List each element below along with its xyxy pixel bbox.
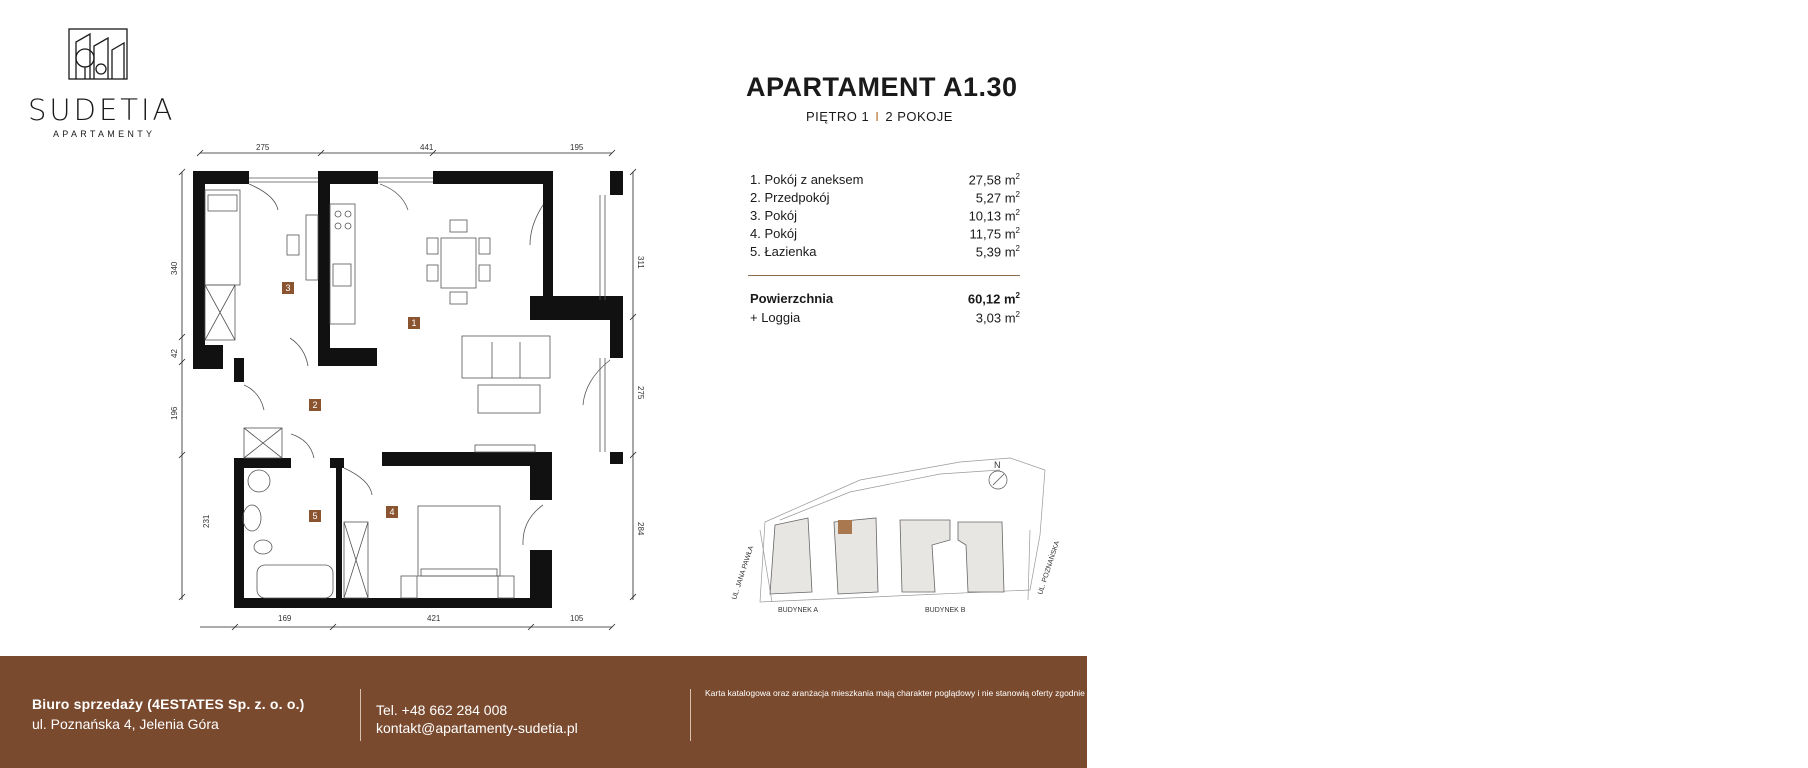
dim-left-1: 340 [170,261,179,275]
separator: I [875,109,880,124]
total-area-row [750,291,1020,309]
room-label: 4. Pokój [750,226,797,241]
room-marker-4: 4 [389,507,395,517]
dim-top-1: 275 [256,143,270,152]
total-area-label: Powierzchnia [750,291,834,306]
room-row [750,226,1020,244]
street-west-label: UL. JANA PAWŁA [731,545,756,601]
sales-office-name: Biuro sprzedaży (4ESTATES Sp. z. o. o.) [32,696,305,712]
sudetia-logo-icon [68,28,128,80]
total-area-value: 60,12 $m^2$ [967,291,1020,307]
dim-left-2: 42 [170,349,179,358]
building-b-label: BUDYNEK B [925,607,966,614]
apartment-title: APARTAMENT A1.30 [746,72,1018,102]
dim-right-2: 275 [636,386,645,400]
logo-wordmark: SUDETIA [28,93,176,127]
dim-bottom-1: 169 [278,614,292,623]
email-link[interactable]: kontakt@apartamenty-sudetia.pl [376,720,578,736]
apartment-subtitle [806,109,953,124]
room-marker-2: 2 [312,400,318,410]
dim-bottom-2: 421 [427,614,441,623]
dim-top-2: 441 [420,143,434,152]
room-label: 2. Przedpokój [750,190,830,205]
room-marker-1: 1 [411,318,417,328]
rooms-count-label: 2 POKOJE [885,109,953,124]
site-map [718,450,1063,625]
room-area: 27,58 $m^2$ [968,172,1020,188]
logo-tagline: APARTAMENTY [53,129,156,139]
dim-left-3: 196 [170,406,179,420]
phone-link[interactable]: Tel. +48 662 284 008 [376,702,508,718]
loggia-label: + Loggia [750,310,801,325]
dim-top-3: 195 [570,143,584,152]
dim-right-3: 284 [636,522,645,536]
room-row [750,208,1020,226]
dim-left-4: 231 [202,514,211,528]
room-area: 5,27 $m^2$ [975,190,1020,206]
room-row [750,190,1020,208]
room-row [750,244,1020,262]
room-label: 1. Pokój z aneksem [750,172,864,187]
floor-plan [170,140,655,635]
apartment-location-marker [838,520,852,534]
room-label: 5. Łazienka [750,244,817,259]
room-area: 10,13 $m^2$ [968,208,1020,224]
room-label: 3. Pokój [750,208,797,223]
table-divider [748,275,1020,276]
footer-divider [360,689,361,741]
footer-divider [690,689,691,741]
street-east-label: UL. POZNAŃSKA [1037,540,1062,596]
disclaimer-text: Karta katalogowa oraz aranżacja mieszkania mają charakter poglądowy i nie stanowią oferty zgodnie z zasadami KC. Powierzchnie wskazano zgodnie z normą PN ISO 9836: 2015-12 na podstawie projektu budowlanego. Na etapie realizacji prac budowlanych mogą wystąpić niewielkie zmiany. [705,688,1808,698]
floor-label: PIĘTRO 1 [806,109,870,124]
room-marker-5: 5 [312,511,318,521]
dim-right-1: 311 [636,256,645,269]
room-area: 11,75 $m^2$ [969,226,1020,242]
building-a-label: BUDYNEK A [778,607,819,614]
room-row [750,172,1020,190]
footer [0,656,1808,768]
compass-north: N [994,460,1001,470]
loggia-row [750,310,1020,328]
room-area: 5,39 $m^2$ [975,244,1020,260]
sales-office-address: ul. Poznańska 4, Jelenia Góra [32,716,219,732]
loggia-value: 3,03 $m^2$ [975,310,1020,326]
dim-bottom-3: 105 [570,614,584,623]
room-marker-3: 3 [285,283,291,293]
